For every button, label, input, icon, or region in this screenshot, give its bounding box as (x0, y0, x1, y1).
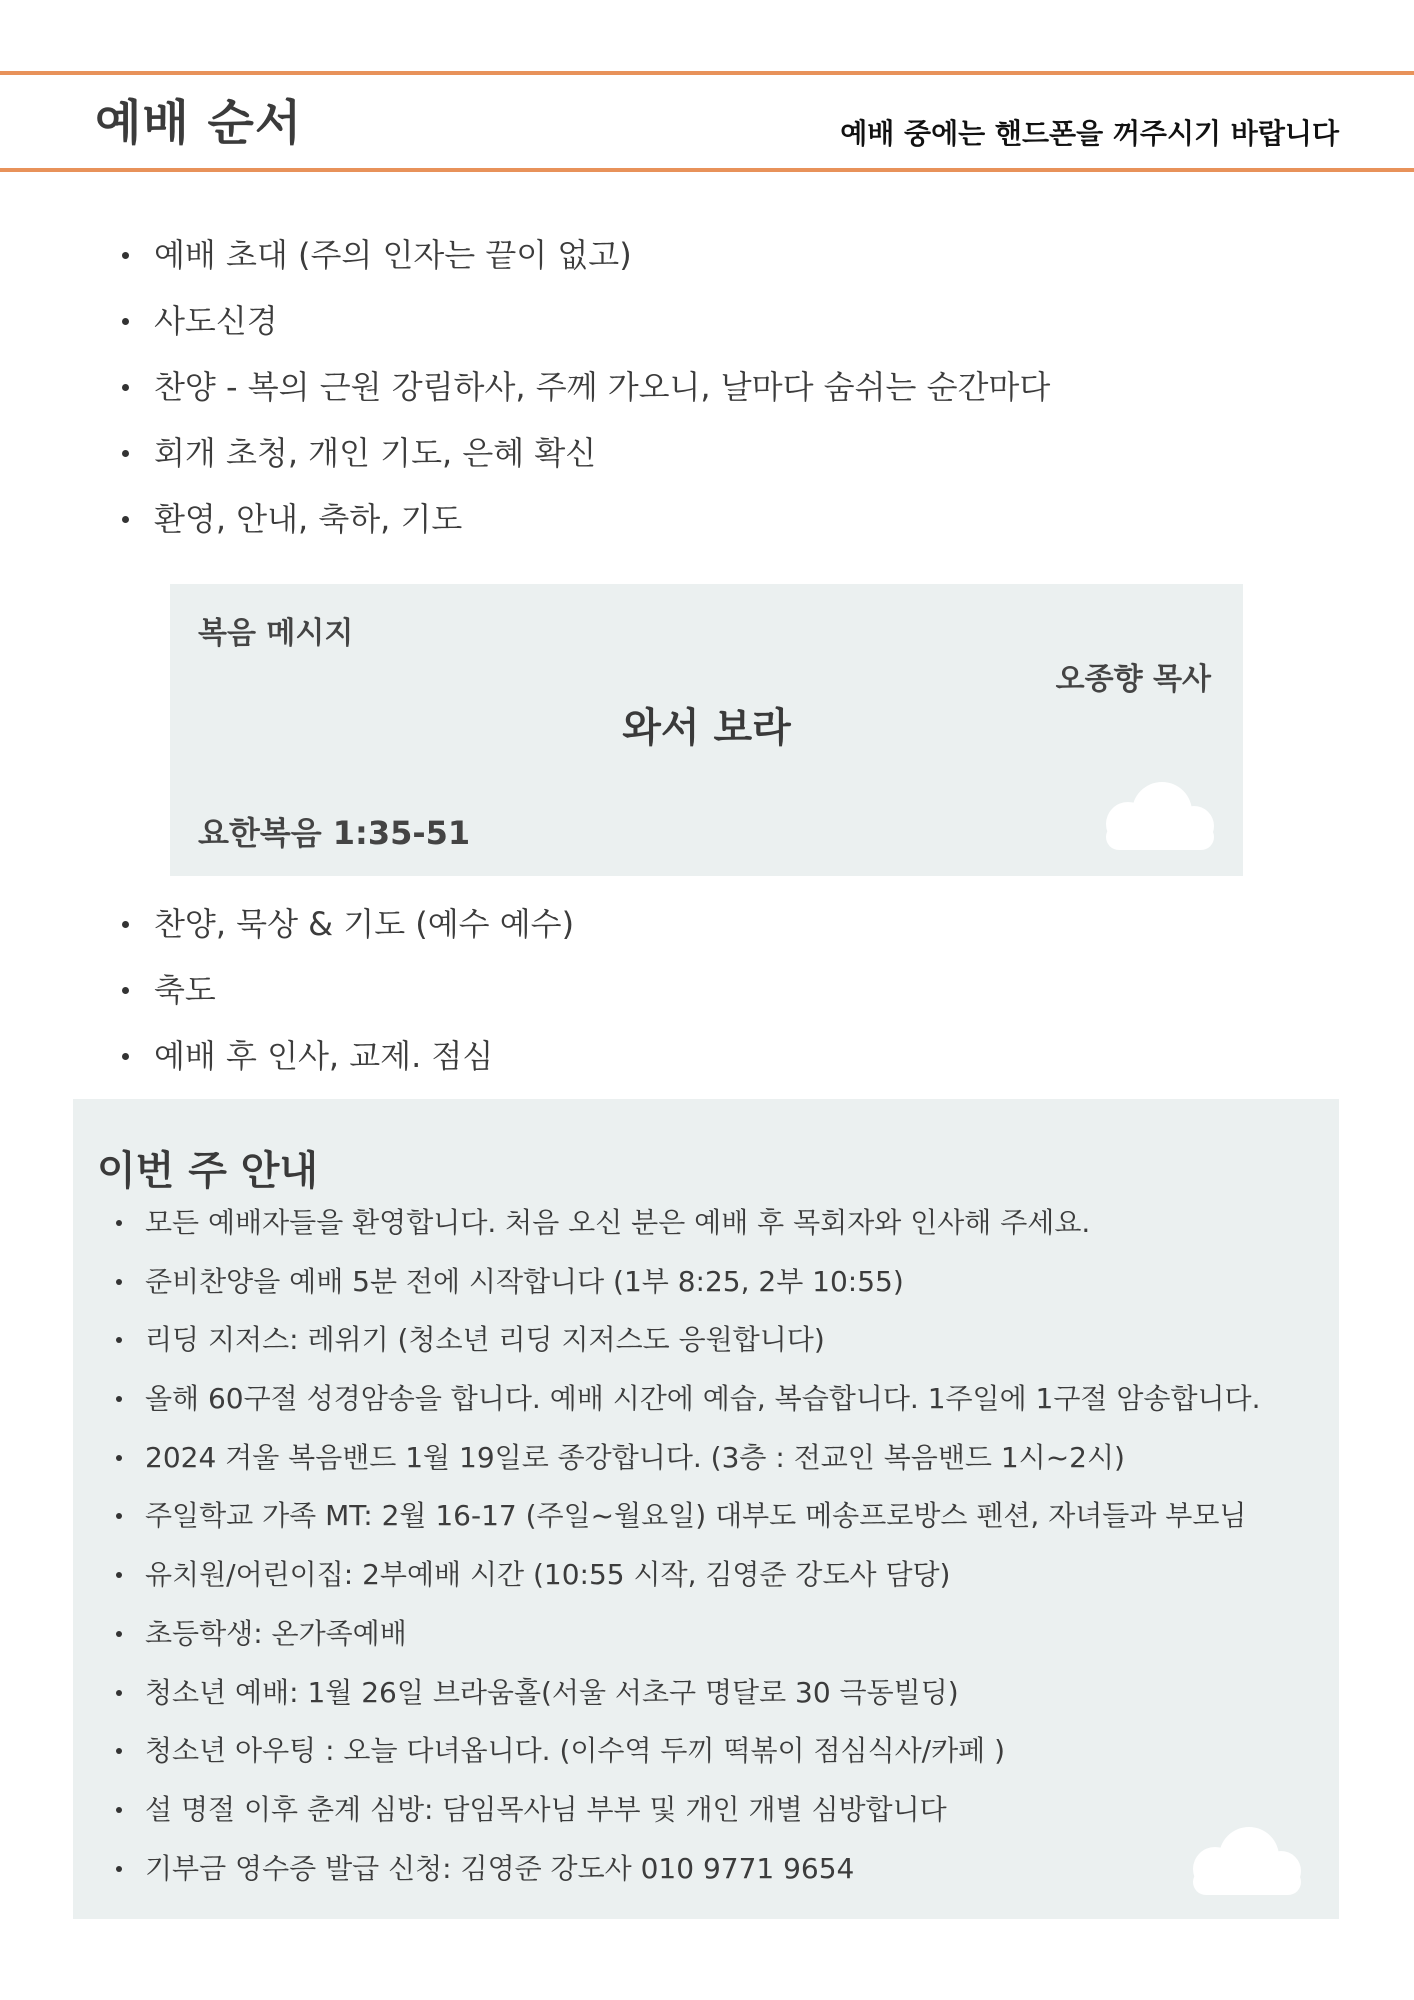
list-item (118, 365, 1050, 431)
news-item (113, 1731, 1261, 1790)
list-item-text: 환영, 안내, 축하, 기도 (154, 500, 463, 538)
bullet (116, 1690, 122, 1696)
news-item-text: 리딩 지저스: 레위기 (청소년 리딩 지저스도 응원합니다) (145, 1323, 825, 1357)
news-item-text: 올해 60구절 성경암송을 합니다. 예배 시간에 예습, 복습합니다. 1주일에 1구절 암송합니다. (145, 1382, 1261, 1416)
weekly-news-box (73, 1099, 1339, 1919)
header-top-rule (0, 71, 1414, 75)
list-item-text: 찬양 - 복의 근원 강림하사, 주께 가오니, 날마다 숨쉬는 순간마다 (154, 368, 1051, 406)
sermon-title: 와서 보라 (622, 705, 791, 751)
list-item-text: 회개 초청, 개인 기도, 은혜 확신 (154, 434, 597, 472)
news-item (113, 1320, 1261, 1379)
news-item-text: 청소년 아우팅 : 오늘 다녀옵니다. (이수역 두끼 떡볶이 점심식사/카페 ) (145, 1734, 1006, 1768)
bullet (116, 1807, 122, 1813)
news-list (113, 1203, 1261, 1907)
bullet (122, 921, 129, 928)
list-item-text: 예배 초대 (주의 인자는 끝이 없고) (154, 236, 632, 274)
bullet (122, 252, 129, 259)
news-item (113, 1496, 1261, 1555)
bullet (122, 987, 129, 994)
news-item-text: 주일학교 가족 MT: 2월 16-17 (주일~월요일) 대부도 메송프로방스 펜션, 자녀들과 부모님 (145, 1499, 1247, 1533)
news-item-text: 2024 겨울 복음밴드 1월 19일로 종강합니다. (3층 : 전교인 복음밴드 1시~2시) (145, 1440, 1125, 1474)
news-item (113, 1262, 1261, 1321)
bullet (116, 1748, 122, 1754)
news-item-text: 유치원/어린이집: 2부예배 시간 (10:55 시작, 김영준 강도사 담당) (145, 1558, 951, 1592)
sermon-pastor: 오종향 목사 (1055, 662, 1211, 697)
news-item (113, 1849, 1261, 1908)
bullet (116, 1513, 122, 1519)
page-title: 예배 순서 (95, 95, 303, 151)
news-item (113, 1203, 1261, 1262)
news-item-text: 준비찬양을 예배 5분 전에 시작합니다 (1부 8:25, 2부 10:55) (145, 1264, 904, 1298)
bullet (116, 1337, 122, 1343)
list-item (118, 233, 1050, 299)
list-item-text: 찬양, 묵상 & 기도 (예수 예수) (154, 905, 575, 943)
news-item-text: 설 명절 이후 춘계 심방: 담임목사님 부부 및 개인 개별 심방합니다 (145, 1792, 947, 1826)
bullet (116, 1455, 122, 1461)
worship-order-list-continued (118, 902, 574, 1100)
bullet (122, 384, 129, 391)
news-item (113, 1555, 1261, 1614)
cloud-icon (1090, 780, 1222, 852)
bullet (116, 1220, 122, 1226)
bullet (116, 1631, 122, 1637)
news-item-text: 모든 예배자들을 환영합니다. 처음 오신 분은 예배 후 목회자와 인사해 주세요. (145, 1206, 1091, 1239)
sermon-label: 복음 메시지 (198, 616, 354, 651)
sermon-scripture: 요한복음 1:35-51 (198, 814, 471, 852)
news-item-text: 기부금 영수증 발급 신청: 김영준 강도사 010 9771 9654 (145, 1851, 855, 1885)
bullet (116, 1572, 122, 1578)
list-item (118, 902, 574, 968)
header-bottom-rule (0, 168, 1414, 172)
worship-order-list (118, 233, 1050, 563)
bullet (122, 318, 129, 325)
list-item (118, 299, 1050, 365)
news-item (113, 1379, 1261, 1438)
news-item-text: 초등학생: 온가족예배 (145, 1616, 407, 1650)
cloud-icon (1177, 1825, 1309, 1897)
news-item (113, 1438, 1261, 1497)
list-item-text: 축도 (154, 971, 216, 1009)
news-title: 이번 주 안내 (97, 1148, 319, 1194)
list-item-text: 사도신경 (154, 302, 278, 340)
list-item (118, 431, 1050, 497)
bullet (116, 1279, 122, 1285)
bullet (122, 450, 129, 457)
list-item-text: 예배 후 인사, 교제. 점심 (154, 1037, 494, 1075)
phone-notice: 예배 중에는 핸드폰을 꺼주시기 바랍니다 (840, 117, 1339, 150)
news-item (113, 1614, 1261, 1673)
list-item (118, 968, 574, 1034)
news-item-text: 청소년 예배: 1월 26일 브라움홀(서울 서초구 명달로 30 극동빌딩) (145, 1675, 959, 1709)
news-item (113, 1673, 1261, 1732)
bullet (116, 1866, 122, 1872)
bullet (122, 1053, 129, 1060)
sermon-box (170, 584, 1243, 876)
bullet (116, 1396, 122, 1402)
list-item (118, 497, 1050, 563)
bullet (122, 516, 129, 523)
list-item (118, 1034, 574, 1100)
news-item (113, 1790, 1261, 1849)
